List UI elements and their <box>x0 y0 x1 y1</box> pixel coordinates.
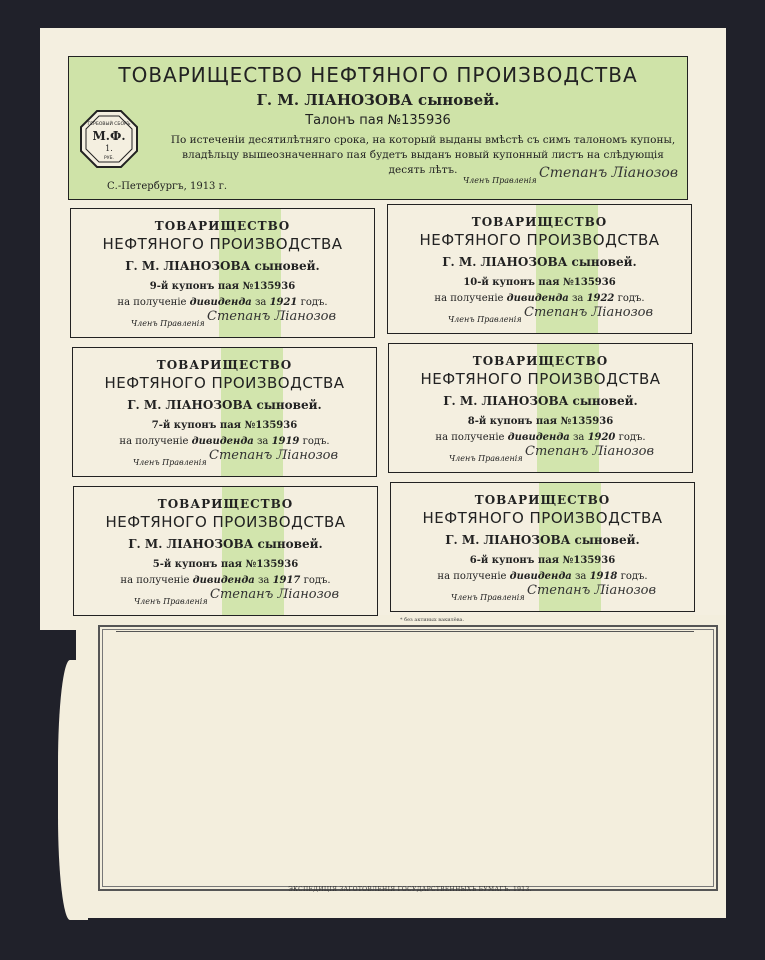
coupon-signature: Степанъ Лiанозов <box>524 305 654 320</box>
coupon-dividend-line: на полученіе дивиденда за 1921 годъ. <box>117 297 328 308</box>
coupon-number: 10-й купонъ пая №135936 <box>463 277 616 288</box>
talon-header <box>68 56 688 200</box>
coupon-line3: Г. М. ЛІАНОЗОВА сыновей. <box>125 259 320 273</box>
coupon-line1: ТОВАРИЩЕСТВО <box>156 358 293 372</box>
coupon-board-label: Членъ Правленія <box>131 319 205 328</box>
coupon-8 <box>388 343 693 473</box>
talon-title: ТОВАРИЩЕСТВО НЕФТЯНОГО ПРОИЗВОДСТВА <box>118 63 638 87</box>
coupon-signature: Степанъ Лiанозов <box>525 444 655 459</box>
coupon-7 <box>72 347 377 477</box>
coupon-board-label: Членъ Правленія <box>448 315 522 324</box>
coupon-board-label: Членъ Правленія <box>133 458 207 467</box>
divider-rule <box>116 631 694 632</box>
coupon-signature: Степанъ Лiанозов <box>527 583 657 598</box>
coupon-line3: Г. М. ЛІАНОЗОВА сыновей. <box>442 255 637 269</box>
talon-board-label: Членъ Правленія <box>463 176 537 185</box>
coupon-number: 7-й купонъ пая №135936 <box>151 420 298 431</box>
coupon-board-label: Членъ Правленія <box>449 454 523 463</box>
coupon-line1: ТОВАРИЩЕСТВО <box>154 219 291 233</box>
printer-imprint: ЭКСПЕДИЦІЯ ЗАГОТОВЛЕНІЯ ГОСУДАРСТВЕННЫХЪ БУМАГЪ. 1913. <box>288 886 532 893</box>
stamp-text-value: 1. <box>105 144 113 153</box>
footnote: * без актиных вакилёва. <box>400 617 465 623</box>
talon-subtitle: Г. М. ЛІАНОЗОВА сыновей. <box>256 91 500 109</box>
coupon-line3: Г. М. ЛІАНОЗОВА сыновей. <box>128 537 323 551</box>
coupon-line3: Г. М. ЛІАНОЗОВА сыновей. <box>127 398 322 412</box>
coupon-5 <box>73 486 378 616</box>
stamp-text-label: ГЕРБОВЫЙ СБОРЪ <box>87 122 131 127</box>
talon-signature: Степанъ Лiанозов <box>539 165 679 181</box>
share-frame <box>98 625 718 891</box>
torn-edge-paper <box>58 660 88 920</box>
revenue-stamp-icon <box>79 109 139 169</box>
coupon-number: 9-й купонъ пая №135936 <box>149 281 296 292</box>
coupon-year: 1922 <box>586 293 615 304</box>
coupon-board-label: Членъ Правленія <box>134 597 208 606</box>
coupon-line2: НЕФТЯНОГО ПРОИЗВОДСТВА <box>104 374 345 392</box>
coupon-signature: Степанъ Лiанозов <box>207 309 337 324</box>
coupon-line2: НЕФТЯНОГО ПРОИЗВОДСТВА <box>419 231 660 249</box>
coupon-line3: Г. М. ЛІАНОЗОВА сыновей. <box>443 394 638 408</box>
coupon-dividend-line: на полученіе дивиденда за 1917 годъ. <box>120 575 331 586</box>
coupon-year: 1917 <box>272 575 301 586</box>
coupon-line3: Г. М. ЛІАНОЗОВА сыновей. <box>445 533 640 547</box>
coupon-number: 8-й купонъ пая №135936 <box>467 416 614 427</box>
coupon-10 <box>387 204 692 334</box>
coupon-line1: ТОВАРИЩЕСТВО <box>472 354 609 368</box>
coupon-number: 5-й купонъ пая №135936 <box>152 559 299 570</box>
coupon-dividend-line: на полученіе дивиденда за 1918 годъ. <box>437 571 648 582</box>
coupon-number: 6-й купонъ пая №135936 <box>469 555 616 566</box>
talon-city-year: С.-Петербургъ, 1913 г. <box>107 181 228 192</box>
coupon-dividend-line: на полученіе дивиденда за 1920 годъ. <box>435 432 646 443</box>
coupon-signature: Степанъ Лiанозов <box>210 587 340 602</box>
coupon-board-label: Членъ Правленія <box>451 593 525 602</box>
coupon-line1: ТОВАРИЩЕСТВО <box>157 497 294 511</box>
coupon-year: 1918 <box>589 571 618 582</box>
coupon-6 <box>390 482 695 612</box>
coupon-line2: НЕФТЯНОГО ПРОИЗВОДСТВА <box>102 235 343 253</box>
coupon-year: 1920 <box>587 432 616 443</box>
coupon-line2: НЕФТЯНОГО ПРОИЗВОДСТВА <box>105 513 346 531</box>
coupon-9 <box>70 208 375 338</box>
coupon-line1: ТОВАРИЩЕСТВО <box>471 215 608 229</box>
stamp-text-rub: РУБ. <box>104 156 114 161</box>
coupon-signature: Степанъ Лiанозов <box>209 448 339 463</box>
talon-number: Талонъ пая №135936 <box>305 113 451 128</box>
coupon-line2: НЕФТЯНОГО ПРОИЗВОДСТВА <box>420 370 661 388</box>
talon-text: По истеченіи десятилѣтняго срока, на который выданы вмѣстѣ съ симъ талономъ купоны, владѣльцу вышеозначеннаго пая будетъ выданъ новый купонный листъ на слѣдующія десять лѣтъ. <box>170 134 676 176</box>
coupon-year: 1921 <box>269 297 298 308</box>
stamp-text-mf: М.Ф. <box>92 129 126 143</box>
coupon-line1: ТОВАРИЩЕСТВО <box>474 493 611 507</box>
coupon-dividend-line: на полученіе дивиденда за 1919 годъ. <box>119 436 330 447</box>
coupon-line2: НЕФТЯНОГО ПРОИЗВОДСТВА <box>422 509 663 527</box>
coupon-year: 1919 <box>271 436 300 447</box>
coupon-dividend-line: на полученіе дивиденда за 1922 годъ. <box>434 293 645 304</box>
